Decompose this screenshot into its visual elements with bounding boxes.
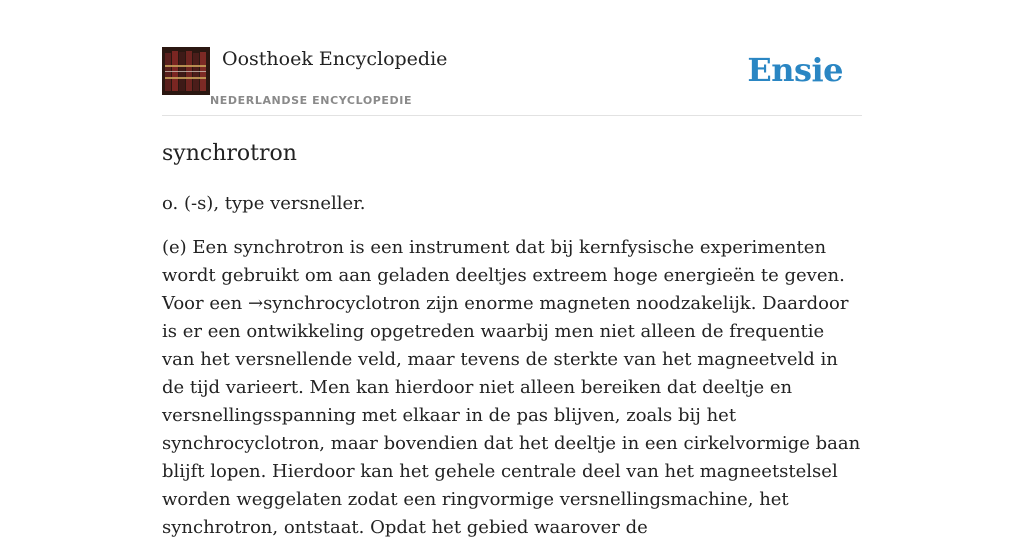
body-rest-text: zijn enorme magneten noodzakelijk. Daardoor is er een ontwikkeling opgetreden waarbij men niet alleen de frequentie van het versnellende veld, maar tevens de sterkte van het magneetveld in de tijd varieert. Men kan hierdoor niet alleen bereiken dat deeltje en versnellingsspanning met elkaar in de pas blijven, zoals bij het synchrocyclotron, maar bovendien dat het deeltje in een cirkelvormige baan blijft lopen. Hierdoor kan het gehele centrale deel van het magneetstelsel worden weggelaten zodat een ringvormige versnellingsmachine, het synchrotron, ontstaat. Opdat het gebied waarover de	[162, 293, 861, 538]
entry-definition: o. (-s), type versneller.	[162, 193, 366, 214]
xref-arrow-icon: →	[247, 293, 264, 314]
entry-content	[162, 138, 862, 542]
site-name-link[interactable]: Oosthoek Encyclopedie	[222, 48, 448, 70]
site-header	[162, 44, 862, 116]
entry-title: synchrotron	[162, 141, 297, 166]
encyclopedia-books-avatar[interactable]	[162, 47, 210, 95]
ensie-logo-link[interactable]: Ensie	[747, 51, 843, 89]
xref-link-synchrocyclotron[interactable]	[248, 293, 420, 314]
book-spines-icon	[162, 47, 210, 95]
site-tagline: NEDERLANDSE ENCYCLOPEDIE	[210, 94, 413, 107]
entry-body	[162, 234, 862, 542]
xref-label: synchrocyclotron	[263, 293, 421, 314]
body-intro-text: (e) Een synchrotron is een instrument dat bij kernfysische experimenten wordt gebruikt om aan geladen deeltjes extreem hoge energieën te geven. Voor een	[162, 237, 845, 314]
